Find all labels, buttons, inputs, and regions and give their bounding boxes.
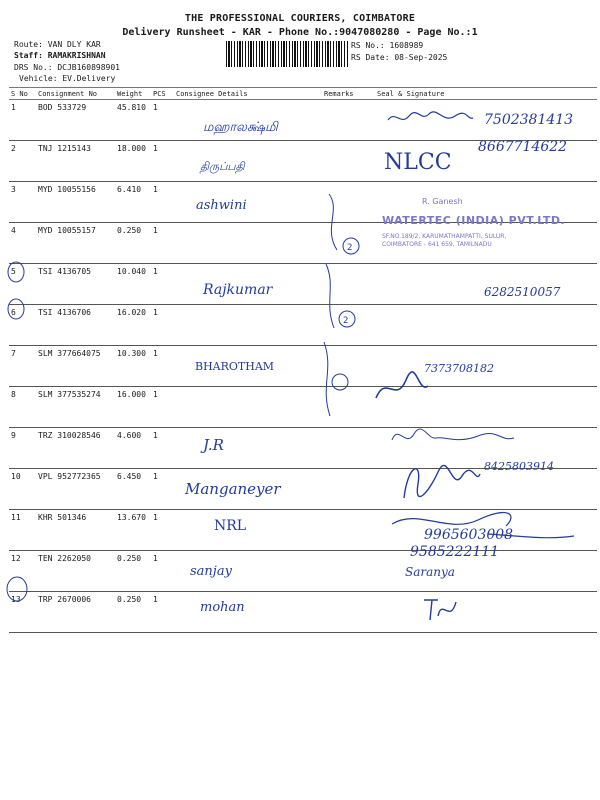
row-weight: 16.000 xyxy=(115,387,151,428)
row-weight: 18.000 xyxy=(115,141,151,182)
hand-phone-2: 8667714622 xyxy=(478,139,568,155)
hand-seal-2: NLCC xyxy=(384,150,452,175)
signature-10-icon xyxy=(398,454,483,506)
row-weight: 6.410 xyxy=(115,182,151,223)
col-signature: Seal & Signature xyxy=(375,88,597,100)
row-sno: 6 xyxy=(9,305,36,346)
row-remarks xyxy=(322,469,375,510)
hand-consignee-2: திருப்பதி xyxy=(200,160,245,173)
row-pcs: 1 xyxy=(151,100,174,141)
col-sno: S No xyxy=(9,88,36,100)
stamp-address-1: SF.NO.189/2, KARUMATHAMPATTI, SULUR, xyxy=(382,233,507,240)
row-sno: 7 xyxy=(9,346,36,387)
row-consignment-no: TSI 4136706 xyxy=(36,305,115,346)
row-pcs: 1 xyxy=(151,469,174,510)
row-sno: 9 xyxy=(9,428,36,469)
hand-consignee-9: J.R xyxy=(203,436,224,454)
hand-consignee-5: Rajkumar xyxy=(203,282,273,298)
remark-brace-5-icon xyxy=(320,262,364,332)
row-weight: 13.670 xyxy=(115,510,151,551)
row-pcs: 1 xyxy=(151,305,174,346)
col-pcs: PCS xyxy=(151,88,174,100)
hand-phone-11: 9965603008 xyxy=(424,527,514,543)
row-signature xyxy=(375,305,597,346)
barcode xyxy=(226,41,348,67)
hand-consignee-3: ashwini xyxy=(196,198,247,213)
row-weight: 10.300 xyxy=(115,346,151,387)
row-sno: 13 xyxy=(9,592,36,633)
signature-11-icon xyxy=(388,506,578,546)
row-pcs: 1 xyxy=(151,428,174,469)
row-signature xyxy=(375,592,597,633)
stamp-sign: R. Ganesh xyxy=(422,197,463,206)
row-pcs: 1 xyxy=(151,346,174,387)
signature-7-icon xyxy=(372,368,432,408)
signature-13-icon xyxy=(420,594,460,624)
hand-phone-10: 8425803914 xyxy=(484,460,554,473)
hand-consignee-12: sanjay xyxy=(190,564,232,579)
staff-label: Staff: RAMAKRISHNAN xyxy=(14,51,106,60)
row-weight: 6.450 xyxy=(115,469,151,510)
row-sno: 2 xyxy=(9,141,36,182)
hand-consignee-1: மஹாலக்ஷ்மி xyxy=(203,120,278,135)
row-weight: 0.250 xyxy=(115,223,151,264)
hand-phone-5: 6282510057 xyxy=(484,285,561,299)
row-pcs: 1 xyxy=(151,264,174,305)
col-consignee: Consignee Details xyxy=(174,88,322,100)
row-consignee xyxy=(174,141,322,182)
table-row xyxy=(9,592,597,633)
company-title: THE PROFESSIONAL COURIERS, COIMBATORE xyxy=(184,13,416,24)
rs-number: RS No.: 1608989 xyxy=(351,41,424,50)
col-weight: Weight xyxy=(115,88,151,100)
row-consignee xyxy=(174,223,322,264)
row-remarks xyxy=(322,510,375,551)
company-stamp xyxy=(382,198,572,253)
runsheet-table xyxy=(9,87,597,633)
row-weight: 0.250 xyxy=(115,592,151,633)
col-consignment: Consignment No xyxy=(36,88,115,100)
hand-consignee-13: mohan xyxy=(200,600,245,615)
row-remarks xyxy=(322,428,375,469)
svg-text:2: 2 xyxy=(343,316,349,326)
table-row xyxy=(9,346,597,387)
row-circle-13-icon xyxy=(4,574,30,604)
runsheet-subtitle: Delivery Runsheet - KAR - Phone No.:9047080280 - Page No.:1 xyxy=(122,27,478,38)
row-consignment-no: SLM 377535274 xyxy=(36,387,115,428)
row-consignment-no: TRP 2670006 xyxy=(36,592,115,633)
remark-brace-3-icon xyxy=(315,190,365,260)
row-pcs: 1 xyxy=(151,510,174,551)
row-sno: 12 xyxy=(9,551,36,592)
row-weight: 16.020 xyxy=(115,305,151,346)
hand-consignee-11: NRL xyxy=(214,518,247,534)
row-weight: 0.250 xyxy=(115,551,151,592)
hand-consignee-10: Manganeyer xyxy=(185,480,281,498)
row-consignee xyxy=(174,592,322,633)
row-sno: 8 xyxy=(9,387,36,428)
rs-date: RS Date: 08-Sep-2025 xyxy=(351,53,448,62)
row-weight: 4.600 xyxy=(115,428,151,469)
svg-text:2: 2 xyxy=(347,243,353,253)
row-consignee xyxy=(174,510,322,551)
table-row xyxy=(9,305,597,346)
row-pcs: 1 xyxy=(151,223,174,264)
remark-brace-7-icon xyxy=(318,340,358,420)
row-consignment-no: TRZ 310028546 xyxy=(36,428,115,469)
row-sno: 10 xyxy=(9,469,36,510)
row-remarks xyxy=(322,551,375,592)
hand-sign-12: Saranya xyxy=(405,565,455,579)
row-consignment-no: TEN 2262050 xyxy=(36,551,115,592)
col-remarks: Remarks xyxy=(322,88,375,100)
table-row xyxy=(9,551,597,592)
row-consignment-no: MYD 10055156 xyxy=(36,182,115,223)
hand-consignee-7: BHAROTHAM xyxy=(195,360,275,373)
row-circles-5-6-icon xyxy=(5,260,29,320)
route-label: Route: VAN DLY KAR xyxy=(14,40,101,49)
row-consignment-no: KHR 501346 xyxy=(36,510,115,551)
signature-1-icon xyxy=(385,108,475,128)
row-sno: 3 xyxy=(9,182,36,223)
table-row xyxy=(9,469,597,510)
row-pcs: 1 xyxy=(151,551,174,592)
drs-number: DRS No.: DCJB160898901 xyxy=(14,63,120,72)
row-pcs: 1 xyxy=(151,592,174,633)
hand-phone-1: 7502381413 xyxy=(484,112,574,128)
vehicle-label: Vehicle: EV.Delivery xyxy=(19,74,116,83)
row-weight: 45.810 xyxy=(115,100,151,141)
row-consignment-no: SLM 377664075 xyxy=(36,346,115,387)
row-remarks xyxy=(322,141,375,182)
table-header-row xyxy=(9,88,597,100)
row-sno: 1 xyxy=(9,100,36,141)
row-consignee xyxy=(174,428,322,469)
row-remarks xyxy=(322,100,375,141)
row-pcs: 1 xyxy=(151,182,174,223)
row-consignment-no: BOD 533729 xyxy=(36,100,115,141)
row-consignee xyxy=(174,387,322,428)
stamp-name: WATERTEC (INDIA) PVT.LTD. xyxy=(382,214,566,227)
row-pcs: 1 xyxy=(151,141,174,182)
row-pcs: 1 xyxy=(151,387,174,428)
row-consignment-no: TNJ 1215143 xyxy=(36,141,115,182)
row-sno: 5 xyxy=(9,264,36,305)
stamp-address-2: COIMBATORE - 641 659, TAMILNADU xyxy=(382,241,492,248)
row-sno: 11 xyxy=(9,510,36,551)
row-consignment-no: VPL 952772365 xyxy=(36,469,115,510)
row-consignment-no: TSI 4136705 xyxy=(36,264,115,305)
row-weight: 10.040 xyxy=(115,264,151,305)
hand-phone-7: 7373708182 xyxy=(424,362,494,375)
hand-phone-12: 9585222111 xyxy=(410,544,500,560)
row-remarks xyxy=(322,592,375,633)
row-consignment-no: MYD 10055157 xyxy=(36,223,115,264)
row-sno: 4 xyxy=(9,223,36,264)
row-consignee xyxy=(174,305,322,346)
signature-9-icon xyxy=(388,418,518,454)
